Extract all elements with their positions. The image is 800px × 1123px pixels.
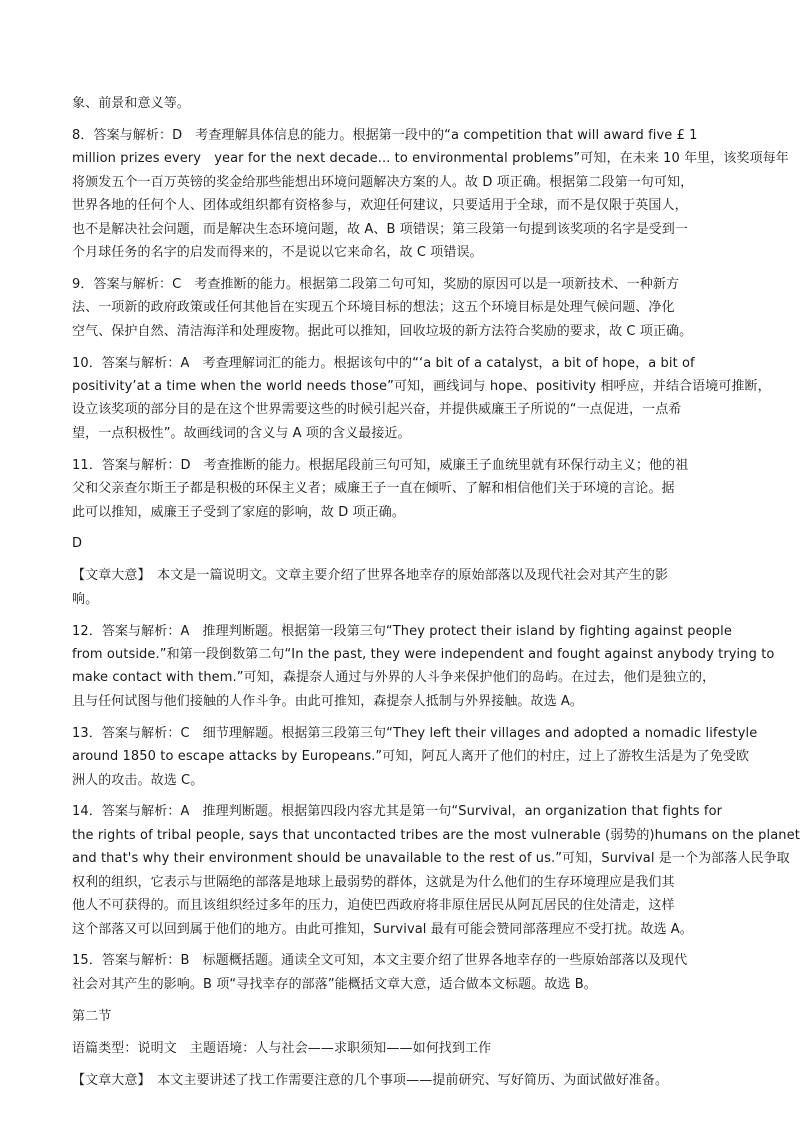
text-line: 权利的组织，它表示与世隔绝的部落是地球上最弱势的群体，这就是为什么他们的生存环境理应是我们其	[72, 874, 675, 890]
text-line: 【文章大意】 本文主要讲述了找工作需要注意的几个事项——提前研究、写好简历、为面试做好准备。	[72, 1072, 669, 1088]
answer-8	[72, 124, 789, 264]
text-line: 10．答案与解析：A 考查理解词汇的能力。根据该句中的“‘a bit of a catalyst，a bit of hope，a bit of	[72, 355, 695, 371]
summary-d	[72, 564, 722, 611]
text-line: 社会对其产生的影响。B 项“寻找幸存的部落”能概括文章大意，适合做本文标题。故选 B。	[72, 976, 597, 992]
summary-2	[72, 1069, 722, 1092]
text-line: from outside.”和第一段倒数第二句“In the past, they were independent and fought against anybody trying to	[72, 647, 775, 663]
text-line: 望，一点积极性”。故画线词的含义与 A 项的含义最接近。	[72, 425, 411, 441]
text-line: 父和父亲查尔斯王子都是积极的环保主义者；威廉王子一直在倾听、了解和相信他们关于环境的言论。据	[72, 481, 675, 497]
answer-11	[72, 454, 722, 524]
text-line: 第二节	[72, 1008, 112, 1024]
paragraph-continued	[72, 92, 722, 115]
text-line: 8．答案与解析：D 考查理解具体信息的能力。根据第一段中的“a competition that will award five £ 1	[72, 127, 698, 143]
text-line: 且与任何试图与他们接触的人作斗争。由此可推知，森提奈人抵制与外界接触。故选 A。	[72, 693, 584, 709]
document-page	[72, 92, 800, 1100]
answer-9	[72, 273, 722, 343]
text-line: around 1850 to escape attacks by Europeans.”可知，阿瓦人离开了他们的村庄，过上了游牧生活是为了免受欧	[72, 749, 750, 765]
section-heading-d	[72, 532, 722, 555]
text-line: and that's why their environment should be unavailable to the rest of us.”可知，Survival 是一个为部落人民争取	[72, 851, 790, 867]
text-line: 法、一项新的政府政策或任何其他旨在实现五个环境目标的想法；这五个环境目标是处理气候问题、净化	[72, 300, 675, 316]
answer-15	[72, 949, 722, 996]
text-line: 12．答案与解析：A 推理判断题。根据第一段第三句“They protect their island by fighting against people	[72, 623, 732, 639]
text-line: positivity’at a time when the world needs those”可知，画线词与 hope、positivity 相呼应，并结合语境可推断，	[72, 378, 771, 394]
answer-10	[72, 352, 771, 446]
text-line: 将颁发五个一百万英镑的奖金给那些能想出环境问题解决方案的人。故 D 项正确。根据第二段第一句可知，	[72, 174, 694, 190]
text-line: 他人不可获得的。而且该组织经过多年的压力，迫使巴西政府将非原住居民从阿瓦居民的住处清走，这样	[72, 898, 675, 914]
answer-12	[72, 620, 775, 714]
text-line: 空气、保护自然、清洁海洋和处理废物。据此可以推知，回收垃圾的新方法符合奖励的要求，故 C 项正确。	[72, 323, 693, 339]
text-line: 11．答案与解析：D 考查推断的能力。根据尾段前三句可知，威廉王子血统里就有环保行动主义；他的祖	[72, 457, 689, 473]
text-line: 此可以推知，威廉王子受到了家庭的影响，故 D 项正确。	[72, 504, 405, 520]
genre-line	[72, 1037, 722, 1060]
text-line: 世界各地的任何个人、团体或组织都有资格参与，欢迎任何建议，只要适用于全球，而不是仅限于英国人，	[72, 198, 688, 214]
text-line: make contact with them.”可知，森提奈人通过与外界的人斗争来保护他们的岛屿。在过去，他们是独立的，	[72, 670, 716, 686]
text-line: 语篇类型：说明文 主题语境：人与社会——求职须知——如何找到工作	[72, 1040, 492, 1056]
answer-14	[72, 800, 800, 940]
text-line: 象、前景和意义等。	[72, 96, 190, 111]
text-line: 13．答案与解析：C 细节理解题。根据第三段第三句“They left their villages and adopted a nomadic lifestyle	[72, 725, 758, 741]
text-line: 14．答案与解析：A 推理判断题。根据第四段内容尤其是第一句“Survival，an organization that fights for	[72, 804, 723, 820]
text-line: 洲人的攻击。故选 C。	[72, 772, 204, 788]
text-line: 也不是解决社会问题，而是解决生态环境问题，故 A、B 项错误；第三段第一句提到该奖项的名字是受到一	[72, 221, 688, 237]
text-line: 这个部落又可以回到属于他们的地方。由此可推知，Survival 最有可能会赞同部落理应不受打扰。故选 A。	[72, 921, 693, 937]
text-line: the rights of tribal people, says that uncontacted tribes are the most vulnerable (弱势的)humans on the planet	[72, 827, 800, 843]
text-line: 设立该奖项的部分目的是在这个世界需要这些的时候引起兴奋，并提供威廉王子所说的“一点促进，一点希	[72, 402, 682, 418]
text-line: 15．答案与解析：B 标题概括题。通读全文可知，本文主要介绍了世界各地幸存的一些原始部落以及现代	[72, 953, 688, 969]
text-line: 【文章大意】 本文是一篇说明文。文章主要介绍了世界各地幸存的原始部落以及现代社会对其产生的影	[72, 568, 669, 584]
text-line: 9．答案与解析：C 考查推断的能力。根据第二段第二句可知，奖励的原因可以是一项新技术、一种新方	[72, 276, 680, 292]
text-line: 个月球任务的名字的启发而得来的，不是说以它来命名，故 C 项错误。	[72, 244, 483, 260]
text-line: D	[72, 536, 83, 552]
answer-13	[72, 722, 758, 792]
section-heading-2	[72, 1005, 722, 1028]
text-line: 响。	[72, 591, 99, 607]
text-line: million prizes every year for the next decade... to environmental problems”可知，在未来 10 年里，该奖项每年	[72, 151, 789, 167]
